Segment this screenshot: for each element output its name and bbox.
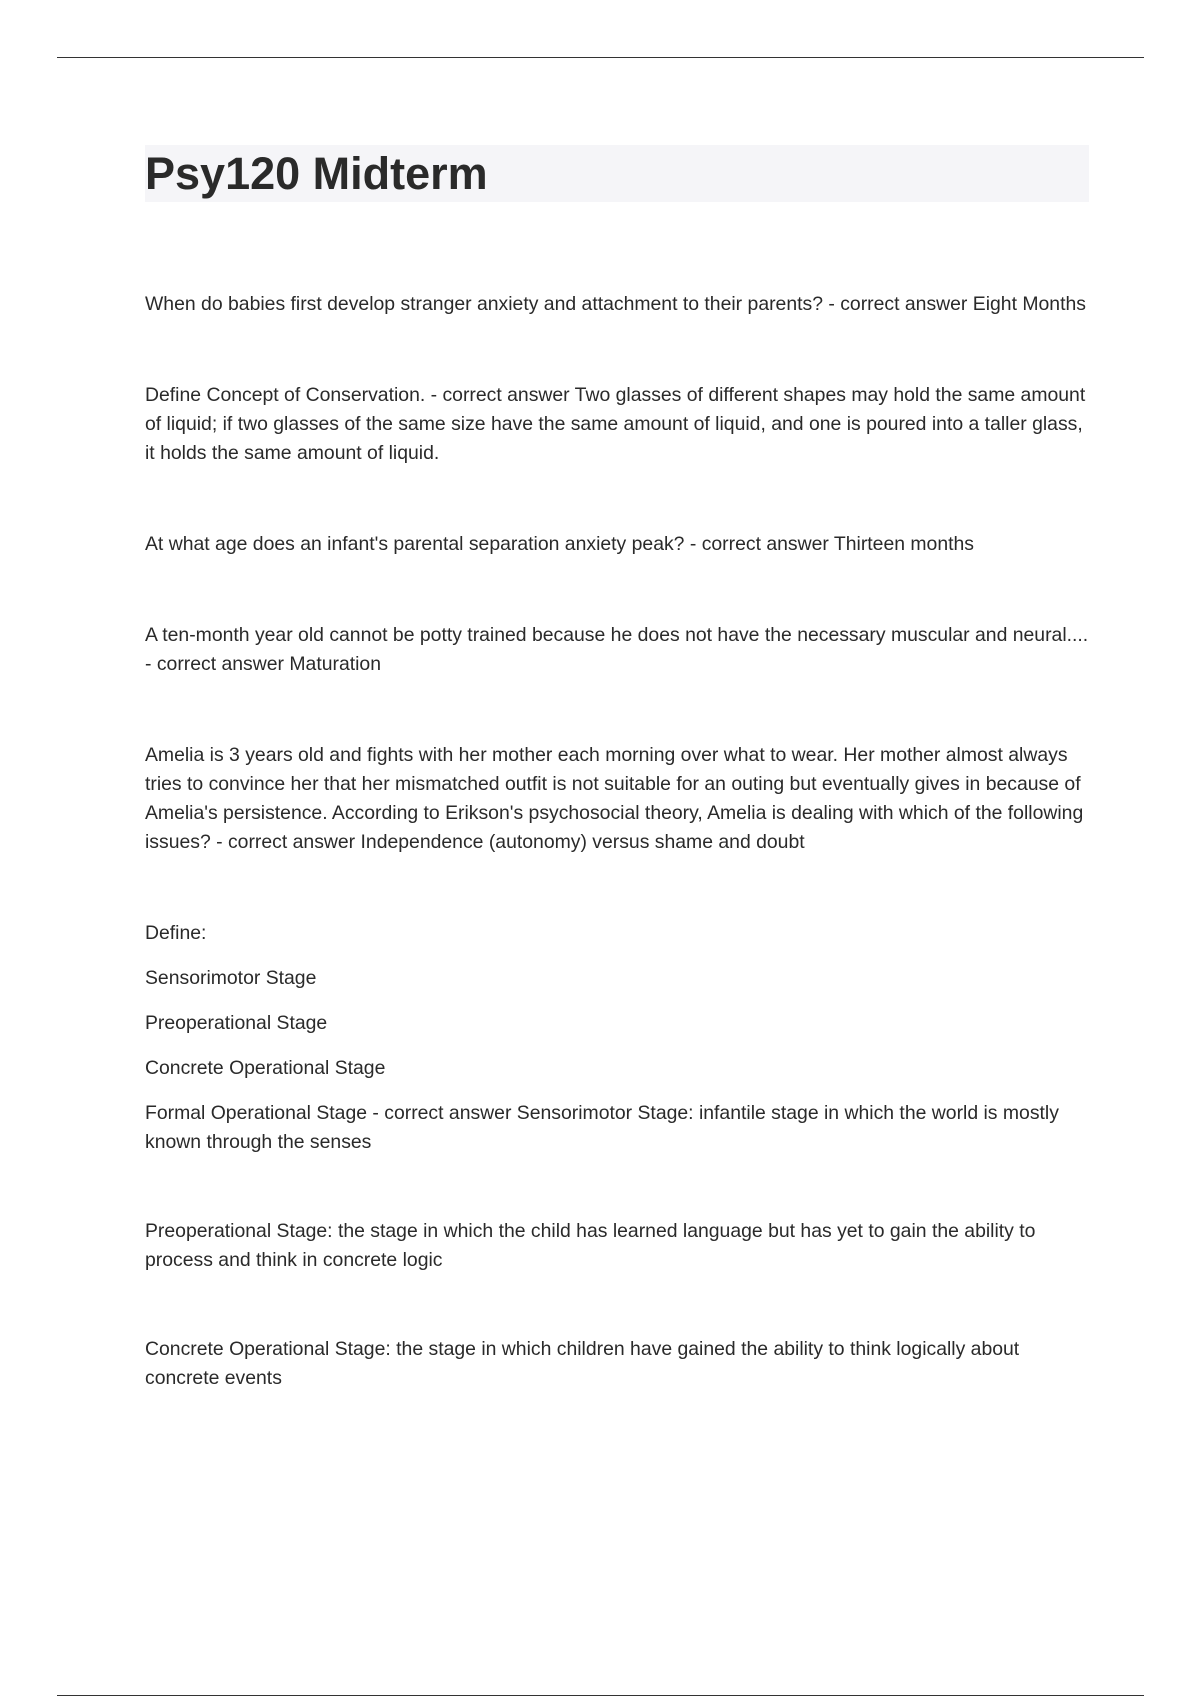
qa-item: A ten-month year old cannot be potty trained because he does not have the necessary muscular and neural.... - correct answer Maturation	[145, 624, 1089, 675]
define-stages-question	[145, 919, 1089, 1157]
stage-definition: Concrete Operational Stage: the stage in which children have gained the ability to think logically about concrete events	[145, 1338, 1020, 1389]
qa-item: Define Concept of Conservation. - correct answer Two glasses of different shapes may hold the same amount of liquid; if two glasses of the same size have the same amount of liquid, and one is poured into a taller glass, it holds the same amount of liquid.	[145, 384, 1086, 464]
stage-name: Concrete Operational Stage	[145, 1057, 386, 1079]
qa-item: Amelia is 3 years old and fights with her mother each morning over what to wear. Her mother almost always tries to convince her that her mismatched outfit is not suitable for an outing but eventually gives in because of Amelia's persistence. According to Erikson's psychosocial theory, Amelia is dealing with which of the following issues? - correct answer Independence (autonomy) versus shame and doubt	[145, 744, 1084, 853]
bottom-rule	[57, 1695, 1144, 1696]
top-rule	[57, 57, 1144, 58]
title-banner	[145, 145, 1089, 202]
define-label: Define:	[145, 922, 207, 944]
qa-item: When do babies first develop stranger anxiety and attachment to their parents? - correct answer Eight Months	[145, 293, 1086, 315]
stage-definition: Preoperational Stage: the stage in which the child has learned language but has yet to gain the ability to process and think in concrete logic	[145, 1220, 1036, 1271]
stage-name: Sensorimotor Stage	[145, 967, 317, 989]
qa-item: At what age does an infant's parental separation anxiety peak? - correct answer Thirteen months	[145, 533, 974, 555]
stage-answer: Formal Operational Stage - correct answer Sensorimotor Stage: infantile stage in which the world is mostly known through the senses	[145, 1102, 1059, 1153]
page-title: Psy120 Midterm	[145, 148, 488, 199]
document-body	[145, 290, 1089, 1393]
stage-name: Preoperational Stage	[145, 1012, 328, 1034]
